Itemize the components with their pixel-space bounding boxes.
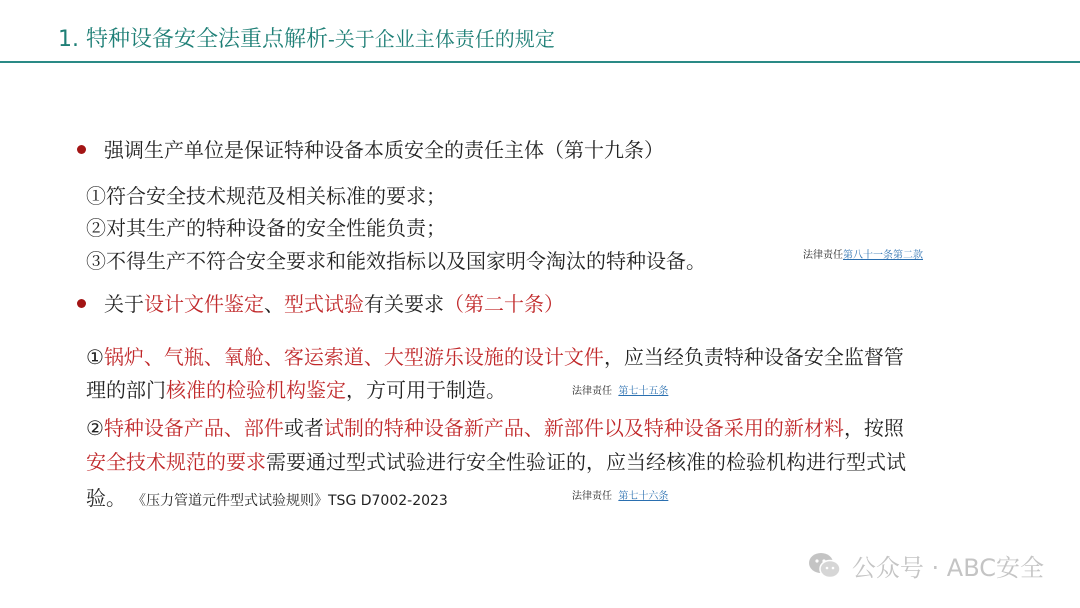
section1-heading: [104, 134, 664, 163]
legal-label: 法律责任: [572, 491, 612, 502]
item2-post: ，按照: [843, 416, 904, 440]
item1-line2-red: 核准的检验机构鉴定: [166, 378, 346, 402]
section2-item2-line2: [86, 446, 906, 475]
legal-link-81[interactable]: 第八十一条第二款: [843, 250, 923, 261]
item2-red2: 试制的特种设备新产品、新部件以及特种设备采用的新材料: [323, 416, 844, 440]
item-number: ①: [86, 345, 104, 369]
item1-line2-post: ，方可用于制造。: [346, 378, 506, 402]
section1-legal-note: [803, 246, 923, 261]
item2-line2-red: 安全技术规范的要求: [86, 450, 266, 474]
item1-line2-pre: 理的部门: [86, 378, 166, 402]
section2-heading-post: 有关要求: [364, 292, 444, 316]
section2-heading-ref: （第二十条）: [444, 292, 564, 316]
section1-item-3: ③不得生产不符合安全要求和能效指标以及国家明令淘汰的特种设备。: [86, 249, 706, 273]
title-number: 1.: [58, 27, 79, 52]
legal-link-76[interactable]: 第七十六条: [618, 491, 669, 502]
title-bar: [0, 0, 1080, 64]
section2-heading: [104, 288, 564, 317]
section2-heading-red1: 设计文件鉴定: [144, 292, 264, 316]
legal-link-75[interactable]: 第七十五条: [618, 386, 669, 397]
title-subtitle: -关于企业主体责任的规定: [328, 27, 555, 51]
item1-rest: ，应当经负责特种设备安全监督管: [603, 345, 904, 369]
section2-item1-legal-note: [572, 382, 668, 397]
section1-heading-text: 强调生产单位是保证特种设备本质安全的责任主体: [104, 138, 544, 162]
wechat-icon: [808, 552, 842, 580]
section2-heading-sep: 、: [264, 292, 284, 316]
section2-item2-legal-note: [572, 487, 668, 502]
section2-item2-line1: [86, 412, 904, 441]
section2-item2-line3: 验。: [86, 486, 126, 510]
item-number: ②: [86, 416, 104, 440]
section1-item-2: ②对其生产的特种设备的安全性能负责；: [86, 216, 446, 240]
legal-label: 法律责任: [572, 386, 612, 397]
item2-mid: 或者: [283, 416, 324, 440]
standard-reference: 《压力管道元件型式试验规则》TSG D7002-2023: [132, 493, 448, 509]
section2-heading-pre: 关于: [104, 292, 144, 316]
watermark-text: 公众号 · ABC安全: [851, 554, 1044, 582]
section2-item1-line2: [86, 374, 506, 403]
item2-red1: 特种设备产品、部件: [103, 416, 284, 440]
page-title: [58, 22, 555, 53]
section2-item1-line1: [86, 341, 904, 370]
title-main: 特种设备安全法重点解析: [86, 27, 329, 52]
section2-heading-red2: 型式试验: [284, 292, 364, 316]
item2-line2-rest: 需要通过型式试验进行安全性验证的，应当经核准的检验机构进行型式试: [266, 450, 906, 474]
legal-label: 法律责任: [803, 250, 843, 261]
watermark: [808, 548, 1044, 583]
title-divider: [0, 61, 1080, 63]
bullet-icon: [77, 145, 86, 154]
item1-red: 锅炉、气瓶、氧舱、客运索道、大型游乐设施的设计文件: [103, 345, 604, 369]
section1-item-1: ①符合安全技术规范及相关标准的要求；: [86, 184, 446, 208]
bullet-icon: [77, 299, 86, 308]
section1-heading-ref: （第十九条）: [544, 138, 664, 162]
